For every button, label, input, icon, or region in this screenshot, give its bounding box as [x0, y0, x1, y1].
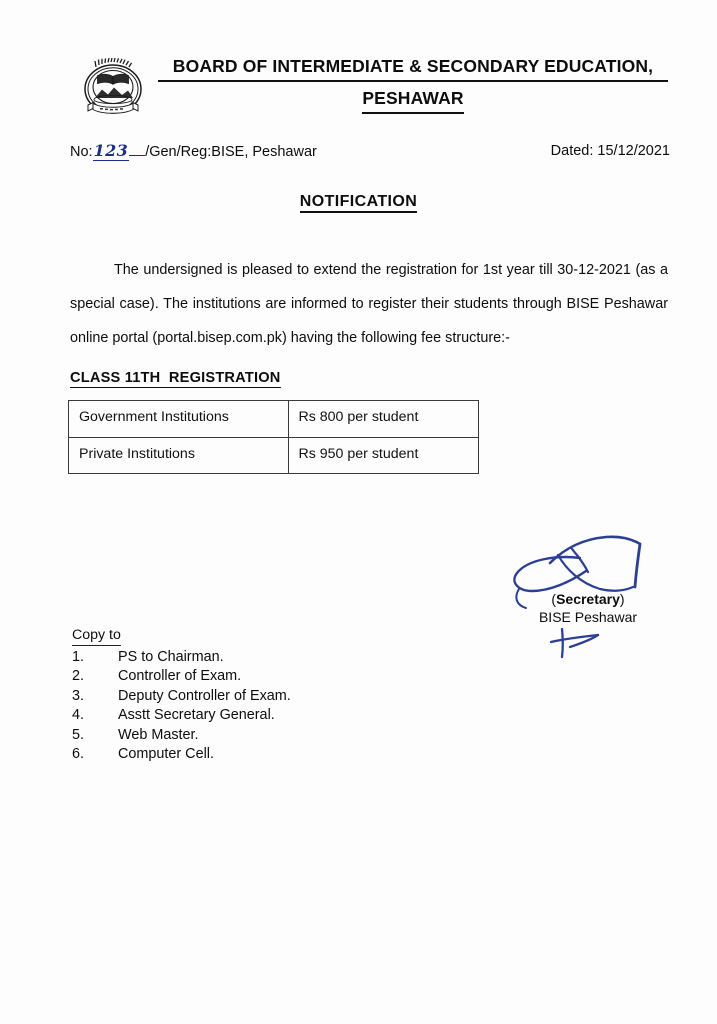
- list-item: [72, 726, 472, 745]
- list-item-number: 1.: [72, 649, 85, 665]
- fee-section-heading-text: CLASS 11TH REGISTRATION: [70, 370, 281, 386]
- list-item-number: 4.: [72, 707, 85, 724]
- list-item-number: 6.: [72, 745, 85, 762]
- table-row: [69, 438, 479, 474]
- copy-to-section: [72, 626, 472, 764]
- reference-blank-underline: [129, 155, 145, 156]
- organization-title-line2: PESHAWAR: [362, 86, 463, 114]
- list-item-number: 5.: [72, 726, 85, 743]
- reference-row: [70, 140, 670, 162]
- body-line-3: BISE Peshawar online portal (portal.bisep.com.pk) having the following fee structure:-: [70, 296, 668, 346]
- table-cell-institution: Government Institutions: [69, 401, 289, 438]
- signatory-office: BISE Peshawar: [538, 609, 638, 625]
- notification-heading: [0, 193, 717, 211]
- body-line-2: (as a special case). The institutions are informed to register their students through: [70, 262, 668, 312]
- signatory-role: [488, 590, 688, 608]
- table-row: [69, 401, 479, 438]
- notification-body: [70, 253, 668, 355]
- organization-title: [158, 54, 668, 114]
- list-item-label: Deputy Controller of Exam.: [118, 687, 291, 704]
- list-item-label: Controller of Exam.: [118, 668, 242, 685]
- list-item: [72, 706, 472, 725]
- fee-structure-table: [68, 400, 479, 474]
- reference-number-handwritten: 123: [93, 141, 129, 160]
- signature-block: [488, 525, 688, 655]
- list-item-number: 2.: [72, 668, 85, 685]
- organization-title-line1: BOARD OF INTERMEDIATE & SECONDARY EDUCATION,: [158, 54, 668, 82]
- reference-suffix: /Gen/Reg:BISE, Peshawar: [145, 144, 317, 160]
- fee-section-heading: [70, 370, 281, 386]
- list-item-label: Computer Cell.: [118, 745, 214, 762]
- copy-to-list: [72, 648, 472, 764]
- copy-to-title: Copy to: [72, 626, 121, 646]
- reference-number-group: [70, 140, 317, 163]
- role-paren-close: ): [619, 591, 625, 607]
- signature-caption: [488, 590, 688, 626]
- list-item: [72, 687, 472, 706]
- role-paren-open: (: [551, 591, 557, 607]
- table-cell-fee: Rs 950 per student: [288, 438, 479, 474]
- document-date: Dated: 15/12/2021: [550, 143, 670, 159]
- table-cell-fee: Rs 800 per student: [288, 401, 479, 438]
- table-cell-institution: Private Institutions: [69, 438, 289, 474]
- body-line-1: The undersigned is pleased to extend the registration for 1st year till 30-12-2021: [114, 262, 631, 278]
- list-item-label: Asstt Secretary General.: [118, 707, 275, 724]
- list-item: [72, 648, 472, 667]
- reference-prefix: No:: [70, 144, 93, 160]
- signature-cross-mark-icon: [540, 625, 630, 659]
- list-item-number: 3.: [72, 687, 85, 704]
- document-header: [0, 54, 717, 126]
- notification-heading-text: NOTIFICATION: [300, 193, 417, 213]
- list-item-label: PS to Chairman.: [118, 649, 224, 665]
- list-item: [72, 667, 472, 686]
- list-item-label: Web Master.: [118, 726, 199, 743]
- bise-crest-icon: [80, 58, 146, 120]
- list-item: [72, 745, 472, 764]
- role-text: Secretary: [556, 591, 620, 607]
